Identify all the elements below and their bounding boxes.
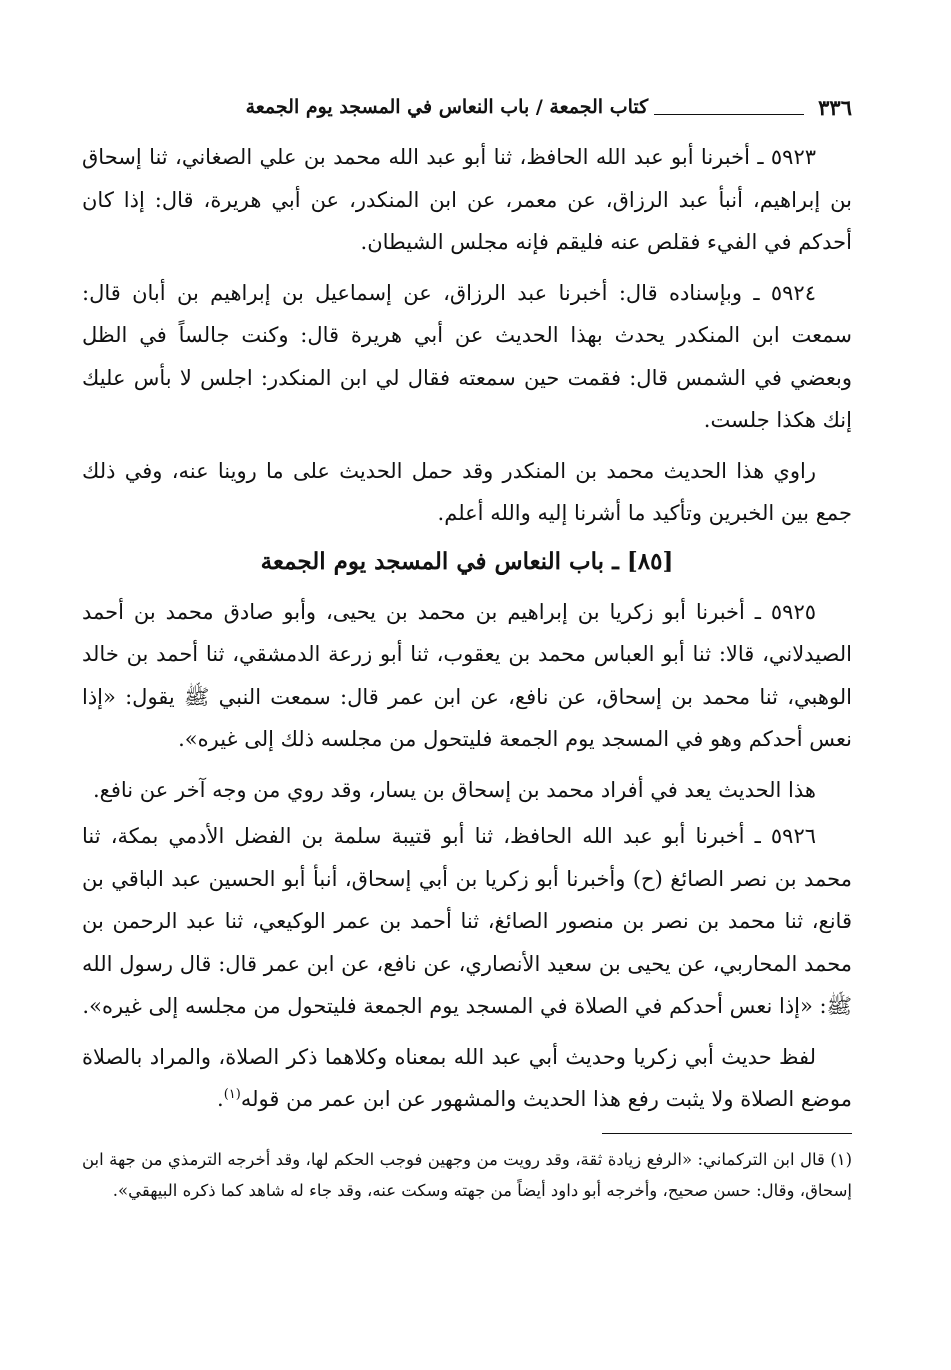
hadith-text: أخبرنا أبو زكريا بن إبراهيم بن محمد بن يحيى، وأبو صادق محمد بن أحمد الصيدلاني، قالا: ثنا أبو العباس محمد بن يعقوب، ثنا أبو زرعة الدمشقي، ثنا أحمد بن خالد الوهبي، ثنا محمد بن إسحاق، عن نافع، عن ابن عمر قال: سمعت النبي ﷺ يقول: «إذا نعس أحدكم وهو في المسجد يوم الجمعة فليتحول من مجلسه ذلك إلى غيره».: [82, 599, 852, 751]
footnote-divider: [602, 1133, 852, 1134]
hadith-text: أخبرنا أبو عبد الله الحافظ، ثنا أبو عبد الله محمد بن علي الصغاني، ثنا إسحاق بن إبراهيم، أنبأ عبد الرزاق، عن معمر، عن ابن المنكدر، عن أبي هريرة، قال: إذا كان أحدكم في الفيء فقلص عنه فليقم فإنه مجلس الشيطان.: [82, 145, 852, 254]
hadith-number: ٥٩٢٣ ـ: [757, 145, 817, 169]
footnote: (١) قال ابن التركماني: «الرفع زيادة ثقة، وقد رويت من وجهين فوجب الحكم لها، وقد أخرجه الترمذي من جهة ابن إسحاق، وقال: حسن صحيح، وأخرجه أبو داود أيضاً من جهته وسكت عنه، وقد جاء له شاهد كما ذكره البيهقي».: [82, 1149, 852, 1200]
commentary-tail: .: [217, 1087, 224, 1111]
hadith-number: ٥٩٢٤ ـ: [753, 280, 816, 305]
hadith-5924: [82, 272, 852, 442]
running-header: [82, 92, 852, 122]
commentary-text: هذا الحديث يعد في أفراد محمد بن إسحاق بن يسار، وقد روي من وجه آخر عن نافع.: [93, 777, 816, 802]
chapter-heading: [٨٥] ـ باب النعاس في المسجد يوم الجمعة: [260, 547, 674, 575]
hadith-5926: [82, 815, 852, 1028]
page-number: ٣٣٦: [818, 94, 852, 120]
header-rule: [654, 114, 804, 115]
hadith-5923: [82, 136, 852, 264]
footnote-reference[interactable]: (١): [223, 1087, 241, 1102]
commentary-text: راوي هذا الحديث محمد بن المنكدر وقد حمل الحديث على ما روينا عنه، وفي ذلك جمع بين الخبرين وتأكيد ما أشرنا إليه والله أعلم.: [82, 458, 852, 525]
commentary-paragraph: [82, 450, 852, 535]
hadith-number: ٥٩٢٥ ـ: [754, 599, 817, 624]
body-text: [82, 136, 852, 1121]
hadith-text: وبإسناده قال: أخبرنا عبد الرزاق، عن إسماعيل بن إبراهيم بن أبان قال: سمعت ابن المنكدر يحدث بهذا الحديث عن أبي هريرة قال: وكنت جالساً في الظل وبعضي في الشمس قال: فقمت حين سمعته فقال لي ابن المنكدر: اجلس لا بأس عليك إنك هكذا جلست.: [82, 280, 852, 432]
commentary-paragraph: [82, 1036, 852, 1121]
hadith-text: أخبرنا أبو عبد الله الحافظ، ثنا أبو قتيبة سلمة بن الفضل الأدمي بمكة، ثنا محمد بن نصر الصائغ (ح) وأخبرنا أبو زكريا بن أبي إسحاق، أنبأ أبو الحسين عبد الباقي بن قانع، ثنا محمد بن نصر بن منصور الصائغ، ثنا أحمد بن عمر الوكيعي، ثنا عبد الرحمن بن محمد المحاربي، عن يحيى بن سعيد الأنصاري، عن نافع، عن ابن عمر قال: قال رسول الله ﷺ: «إذا نعس أحدكم في الصلاة في المسجد يوم الجمعة فليتحول من مجلسه إلى غيره».: [82, 824, 852, 1018]
hadith-5925: [82, 591, 852, 761]
hadith-number: ٥٩٢٦ ـ: [754, 824, 817, 848]
commentary-text: لفظ حديث أبي زكريا وحديث أبي عبد الله بمعناه وكلاهما ذكر الصلاة، والمراد بالصلاة موضع الصلاة ولا يثبت رفع هذا الحديث والمشهور عن ابن عمر من قوله: [82, 1044, 852, 1111]
running-title: كتاب الجمعة / باب النعاس في المسجد يوم الجمعة: [245, 96, 649, 118]
page: [82, 92, 852, 1206]
commentary-paragraph: [82, 769, 852, 812]
